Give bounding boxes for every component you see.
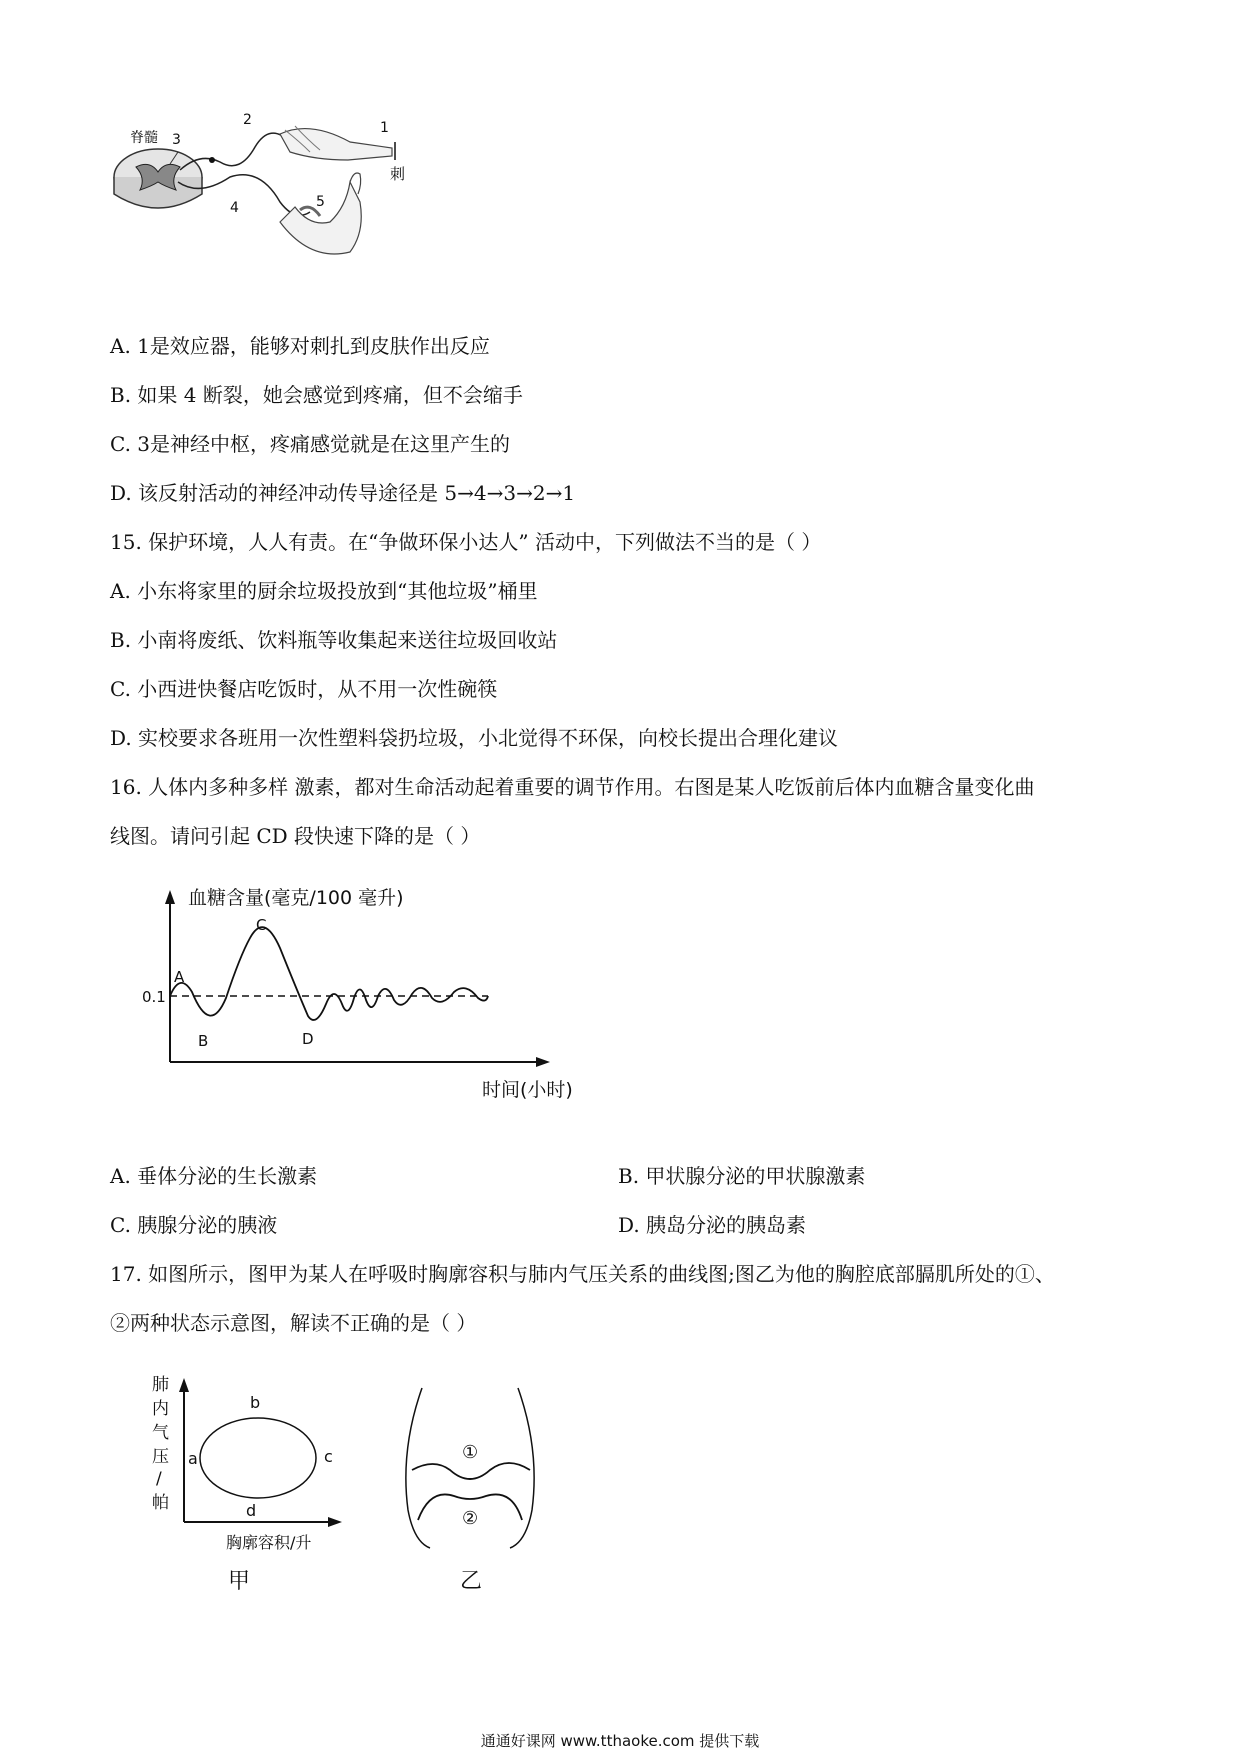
point-c-label: C bbox=[256, 916, 267, 934]
chart-xlabel: 时间(小时) bbox=[482, 1079, 573, 1101]
stimulus-label: 刺 bbox=[390, 165, 406, 183]
q14-option-d: D. 该反射活动的神经冲动传导途径是 5→4→3→2→1 bbox=[110, 481, 576, 505]
q17-stem-line2: ②两种状态示意图，解读不正确的是（ ） bbox=[110, 1311, 477, 1335]
blood-sugar-chart bbox=[130, 880, 600, 1120]
baseline-label: 0.1 bbox=[142, 988, 166, 1006]
q16-option-a: A. 垂体分泌的生长激素 bbox=[110, 1164, 318, 1188]
q17-stem-line1: 17. 如图所示，图甲为某人在呼吸时胸廓容积与肺内气压关系的曲线图;图乙为他的胸腔底部膈肌所处的①、 bbox=[110, 1262, 1055, 1286]
q16-stem-line1: 16. 人体内多种多样 激素，都对生命活动起着重要的调节作用。右图是某人吃饭前后体内血糖含量变化曲 bbox=[110, 775, 1035, 799]
q14-option-a: A. 1是效应器，能够对刺扎到皮肤作出反应 bbox=[110, 334, 490, 358]
q15-option-a: A. 小东将家里的厨余垃圾投放到“其他垃圾”桶里 bbox=[110, 579, 538, 603]
y-char-5: / bbox=[156, 1469, 162, 1489]
y-char-3: 气 bbox=[152, 1423, 169, 1443]
point-a-label: A bbox=[174, 968, 185, 986]
q14-option-b: B. 如果 4 断裂，她会感觉到疼痛，但不会缩手 bbox=[110, 383, 523, 407]
label-1: 1 bbox=[380, 120, 389, 136]
q16-option-b: B. 甲状腺分泌的甲状腺激素 bbox=[618, 1164, 866, 1188]
pressure-volume-figure bbox=[140, 1370, 380, 1600]
label-4: 4 bbox=[230, 200, 239, 216]
fig-a-caption: 甲 bbox=[228, 1569, 251, 1594]
label-3: 3 bbox=[172, 132, 181, 148]
q15-option-c: C. 小西进快餐店吃饭时，从不用一次性碗筷 bbox=[110, 677, 498, 701]
y-char-1: 肺 bbox=[152, 1375, 169, 1395]
point-b-label: B bbox=[198, 1032, 209, 1050]
q16-option-c: C. 胰腺分泌的胰液 bbox=[110, 1213, 278, 1237]
q15-option-b: B. 小南将废纸、饮料瓶等收集起来送往垃圾回收站 bbox=[110, 628, 558, 652]
q16-option-d: D. 胰岛分泌的胰岛素 bbox=[618, 1213, 807, 1237]
q15-stem: 15. 保护环境，人人有责。在“争做环保小达人” 活动中，下列做法不当的是（ ） bbox=[110, 530, 822, 554]
volume-axis-label: 胸廓容积/升 bbox=[226, 1533, 312, 1552]
point-a-label: a bbox=[188, 1449, 198, 1468]
point-c-label: c bbox=[324, 1447, 333, 1466]
q14-option-c: C. 3是神经中枢，疼痛感觉就是在这里产生的 bbox=[110, 432, 511, 456]
q15-option-d: D. 实校要求各班用一次性塑料袋扔垃圾，小北觉得不环保，向校长提出合理化建议 bbox=[110, 726, 839, 750]
point-d-label: d bbox=[246, 1501, 257, 1520]
q16-stem-line2: 线图。请问引起 CD 段快速下降的是（ ） bbox=[110, 824, 481, 848]
chart-ylabel: 血糖含量(毫克/100 毫升) bbox=[188, 887, 404, 909]
fig-b-caption: 乙 bbox=[460, 1569, 483, 1594]
y-char-6: 帕 bbox=[152, 1493, 169, 1513]
label-5: 5 bbox=[316, 194, 325, 210]
label-2: 2 bbox=[243, 112, 252, 128]
state-2-label: ② bbox=[462, 1508, 479, 1529]
diaphragm-figure bbox=[400, 1370, 540, 1600]
reflex-arc-figure bbox=[110, 112, 430, 302]
page-footer: 通通好课网 www.tthaoke.com 提供下载 bbox=[480, 1732, 760, 1750]
point-b-label: b bbox=[250, 1393, 261, 1412]
y-char-2: 内 bbox=[152, 1399, 169, 1419]
spinal-cord-label: 脊髓 bbox=[130, 130, 158, 146]
y-char-4: 压 bbox=[152, 1447, 169, 1467]
state-1-label: ① bbox=[462, 1442, 479, 1463]
point-d-label: D bbox=[302, 1030, 314, 1048]
